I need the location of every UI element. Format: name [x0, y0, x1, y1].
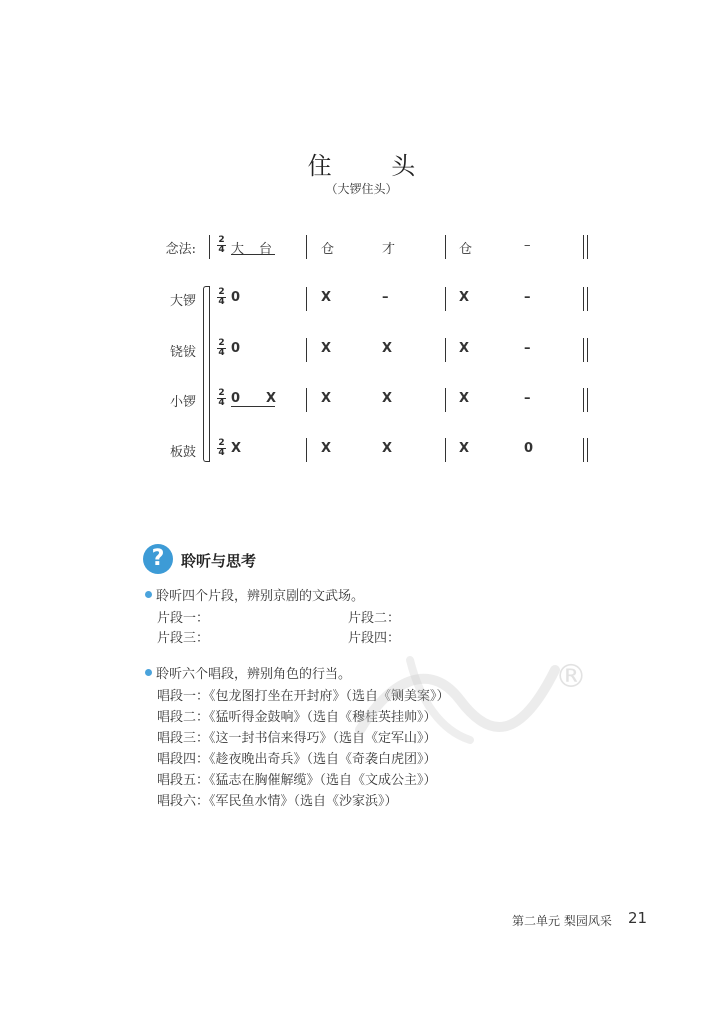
q1-item: 片段一：	[157, 611, 210, 626]
bar-line	[445, 388, 446, 412]
final-bar-line	[583, 438, 588, 462]
system-bracket	[203, 286, 209, 462]
note: –	[524, 238, 531, 253]
bar-line	[445, 438, 446, 462]
row-label: 铙钹	[169, 345, 196, 360]
final-bar-line	[583, 287, 588, 311]
footer-unit: 第二单元 梨园风采	[512, 914, 612, 928]
beam-line	[231, 254, 275, 255]
note: X	[459, 391, 470, 406]
bullet-icon	[145, 669, 152, 676]
meter-bottom: 4	[218, 348, 225, 358]
note: X	[459, 290, 470, 305]
meter-bottom: 4	[218, 297, 225, 307]
note: –	[382, 290, 389, 305]
note: X	[321, 290, 332, 305]
note: X	[321, 441, 332, 456]
page-subtitle: （大锣住头）	[325, 182, 398, 196]
time-signature	[217, 440, 226, 457]
bar-line	[306, 287, 307, 311]
section-title: 聆听与思考	[181, 552, 257, 570]
bar-line	[445, 338, 446, 362]
page-number: 21	[628, 909, 648, 927]
bar-line	[306, 438, 307, 462]
q1-item: 片段三：	[157, 631, 210, 646]
meter-bottom: 4	[218, 245, 225, 255]
bar-line	[445, 287, 446, 311]
row-label: 念法:	[165, 242, 196, 257]
note: 仓	[321, 242, 335, 257]
row-label: 板鼓	[169, 445, 196, 460]
note: –	[524, 290, 531, 305]
page-title: 住 头	[307, 152, 442, 180]
note: X	[382, 341, 393, 356]
bar-line	[306, 338, 307, 362]
row-label: 小锣	[169, 395, 196, 410]
beam-line	[231, 406, 275, 407]
note: 0	[231, 341, 241, 356]
bar-line	[445, 235, 446, 259]
question-icon: ?	[143, 544, 173, 574]
watermark-logo	[350, 640, 570, 782]
time-signature	[217, 237, 226, 254]
q2-item: 唱段五：《猛志在胸催解缆》（选自《文成公主》）	[157, 773, 437, 788]
registered-mark: ®	[555, 657, 587, 695]
note: –	[524, 391, 531, 406]
q2-prompt: 聆听六个唱段，辨别角色的行当。	[156, 667, 352, 682]
note: 0	[231, 391, 241, 406]
note: X	[459, 441, 470, 456]
final-bar-line	[583, 388, 588, 412]
q2-item: 唱段四：《趁夜晚出奇兵》（选自《奇袭白虎团》）	[157, 752, 437, 767]
system-line	[209, 286, 210, 462]
final-bar-line	[583, 235, 588, 259]
q2-item: 唱段二：《猛听得金鼓响》（选自《穆桂英挂帅》）	[157, 710, 437, 725]
note: X	[321, 341, 332, 356]
final-bar-line	[583, 338, 588, 362]
note: X	[231, 441, 242, 456]
note: 才	[382, 242, 396, 257]
q1-prompt: 聆听四个片段，辨别京剧的文武场。	[156, 589, 365, 604]
time-signature	[217, 289, 226, 306]
q1-item: 片段四：	[348, 631, 401, 646]
note: 0	[524, 441, 534, 456]
system-line	[209, 235, 210, 259]
q2-item: 唱段一：《包龙图打坐在开封府》（选自《铡美案》）	[157, 689, 450, 704]
meter-bottom: 4	[218, 398, 225, 408]
row-label: 大锣	[169, 294, 196, 309]
meter-top: 2	[218, 438, 225, 448]
time-signature	[217, 340, 226, 357]
meter-top: 2	[218, 388, 225, 398]
note: 台	[259, 242, 273, 257]
note: X	[382, 391, 393, 406]
bar-line	[306, 388, 307, 412]
meter-top: 2	[218, 338, 225, 348]
meter-bottom: 4	[218, 448, 225, 458]
meter-top: 2	[218, 235, 225, 245]
note: 0	[231, 290, 241, 305]
q2-item: 唱段三：《这一封书信来得巧》（选自《定军山》）	[157, 731, 437, 746]
time-signature	[217, 390, 226, 407]
note: –	[524, 341, 531, 356]
note: 大	[231, 242, 245, 257]
q2-item: 唱段六：《军民鱼水情》（选自《沙家浜》）	[157, 794, 398, 809]
note: X	[459, 341, 470, 356]
note: X	[321, 391, 332, 406]
bullet-icon	[145, 591, 152, 598]
note: X	[382, 441, 393, 456]
note: 仓	[459, 242, 473, 257]
q1-item: 片段二：	[348, 611, 401, 626]
note: X	[266, 391, 277, 406]
bar-line	[306, 235, 307, 259]
meter-top: 2	[218, 287, 225, 297]
